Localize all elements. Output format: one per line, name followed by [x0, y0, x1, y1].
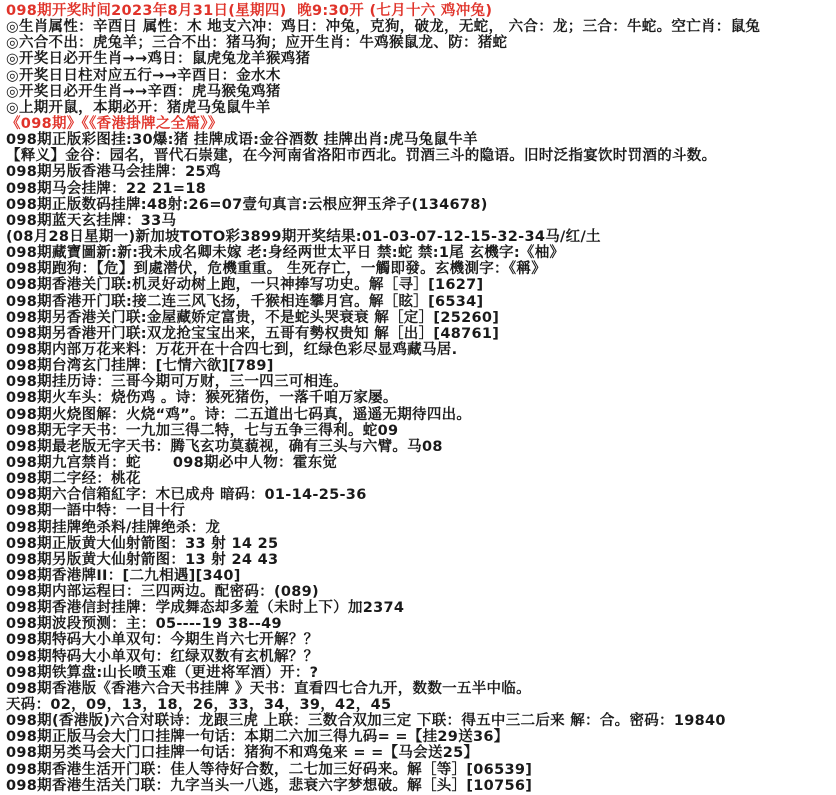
- text-line: 098期香港关门联:机灵好动树上跑，一只神捧写功史。解［寻］[1627]: [6, 277, 484, 294]
- text-line: 098期另版香港马会挂牌：25鸡: [6, 164, 221, 181]
- text-line: 098期台湾玄门挂牌：[七情六欲][789]: [6, 358, 274, 375]
- text-line: 098期香港开门联:接二连三风飞扬，千猴相连攀月宫。解［眩］[6534]: [6, 293, 484, 310]
- text-line: 098期(香港版)六合对联诗：龙跟三虎 上联：三数合双加三定 下联：得五中三二后来 解：合。密码：19840: [6, 713, 726, 730]
- text-line: 098期特码大小单双句：红绿双数有玄机解？？: [6, 648, 319, 665]
- text-line: ◎六合不出：虎兔羊；三合不出：猪马狗；应开生肖：牛鸡猴鼠龙、防：猪蛇: [6, 35, 508, 52]
- text-line: 098期正版彩图挂:30爆:猪 挂牌成语:金谷酒数 挂牌出肖:虎马兔鼠牛羊: [6, 132, 478, 149]
- text-line: 098期香港信封挂牌：学成舞态却多羞（未时上下）加2374: [6, 600, 405, 617]
- text-line: 098期马会挂牌：22 21=18: [6, 180, 207, 197]
- text-line: (08月28日星期一)新加坡TOTO彩3899期开奖结果:01-03-07-12-15-32-34马/红/土: [6, 228, 601, 245]
- text-line: 098期挂历诗：三哥今期可万财，三一四三可相连。: [6, 374, 348, 391]
- text-line: 098期另类马会大门口挂牌一句话：猪狗不和鸡兔来 = =【马会送25】: [6, 745, 479, 762]
- text-line: 098期香港生活关门联：九字当头一八逃，悲衰六字梦想破。解［头］[10756]: [6, 777, 533, 794]
- text-line: 098期跑狗：【危】到處潜伏，危機重重。 生死存亡，一觸即發。玄機測字：《稱》: [6, 261, 547, 278]
- text-line: ◎开奖日必开生肖→→鸡日：鼠虎兔龙羊猴鸡猪: [6, 51, 311, 68]
- text-line: ◎生肖属性：辛酉日 属性：木 地支六冲：鸡日：冲兔，克狗，破龙，无蛇， 六合：龙；三合：牛蛇。空亡肖：鼠兔: [6, 19, 761, 36]
- text-line: 098期另版黄大仙射箭图：13 射 24 43: [6, 551, 279, 568]
- text-line: 098期内部万花来料：万花开在十合四七到，红绿色彩尽显鸡藏马居.: [6, 341, 458, 358]
- headline-red-line: 098期开奖时间2023年8月31日(星期四) 晚9:30开 (七月十六 鸡冲兔): [6, 3, 493, 19]
- text-line: ◎上期开鼠，本期必开：猪虎马兔鼠牛羊: [6, 99, 271, 116]
- text-line: ◎开奖日日柱对应五行→→辛酉日：金水木: [6, 67, 281, 84]
- headline-red-line: 《098期》《《香港掛牌之全篇》》: [6, 115, 223, 132]
- text-line: 098期火烧图解：火烧“鸡”。诗：二五道出七码真，遥遥无期待四出。: [6, 406, 472, 423]
- text-line: 098期铁算盘:山长喷玉难（更进将军酒）开：?: [6, 664, 319, 681]
- text-line: 天码：02，09，13，18，26，33，34，39，42，45: [6, 697, 392, 714]
- text-line: 098期香港版《香港六合天书挂牌 》天书：直看四七合九开，数数一五半中临。: [6, 680, 531, 697]
- text-line: 098期六合信箱紅字：木已成舟 暗码：01-14-25-36: [6, 487, 367, 504]
- content-lines: [6, 3, 836, 794]
- text-line: 098期无字天书：一九加三得二特，七与五争三得利。蛇09: [6, 422, 399, 439]
- text-line: 098期香港牌II：[二九相遇][340]: [6, 567, 241, 584]
- text-line: 098期一語中特：一目十行: [6, 503, 186, 520]
- text-line: 098期内部运程曰：三四两边。配密码：(089): [6, 584, 319, 601]
- text-line: 098期特码大小单双句：今期生肖六七开解？？: [6, 632, 319, 649]
- text-line: 098期波段预测：主：05----19 38--49: [6, 616, 282, 633]
- text-line: 098期蓝天玄挂牌：33马: [6, 212, 177, 229]
- text-line: 【释义】金谷：园名，晋代石崇建，在今河南省洛阳市西北。罚酒三斗的隐语。旧时泛指宴饮时罚酒的斗数。: [6, 148, 717, 165]
- text-line: 098期正版数码挂牌:48射:26=07壹句真言:云根应狎玉斧子(134678): [6, 196, 488, 213]
- text-line: 098期正版马会大门口挂牌一句话：本期二六加三得九码= =【挂29送36】: [6, 729, 509, 746]
- text-line: ◎开奖日必开生肖→→辛酉：虎马猴兔鸡猪: [6, 83, 281, 100]
- text-line: 098期火车头：烧伤鸡 。诗：猴死猪伤，一落千咱万家屡。: [6, 390, 398, 407]
- text-line: 098期二字经：桃花: [6, 471, 141, 488]
- text-line: 098期另香港关门联:金屋藏娇定富贵，不是蛇头哭衰衰 解［定］[25260]: [6, 309, 500, 326]
- text-line: 098期香港生活开门联：佳人等待好合数，二七加三好码来。解［等］[06539]: [6, 761, 533, 778]
- text-line: 098期另香港开门联:双龙抢宝宝出来，五哥有勢权贵知 解［出］[48761]: [6, 325, 500, 342]
- text-line: 098期最老版无字天书：腾飞玄功莫藐视，确有三头与六臂。马08: [6, 438, 443, 455]
- text-line: 098期九宫禁肖：蛇 098期必中人物：霍东觉: [6, 454, 338, 471]
- text-line: 098期正版黄大仙射箭图：33 射 14 25: [6, 535, 279, 552]
- text-line: 098期挂牌绝杀料/挂牌绝杀：龙: [6, 519, 221, 536]
- text-line: 098期藏寶圖新:新:我未成名卿未嫁 老:身经两世太平日 禁:蛇 禁:1尾 玄機字:《柚》: [6, 245, 565, 262]
